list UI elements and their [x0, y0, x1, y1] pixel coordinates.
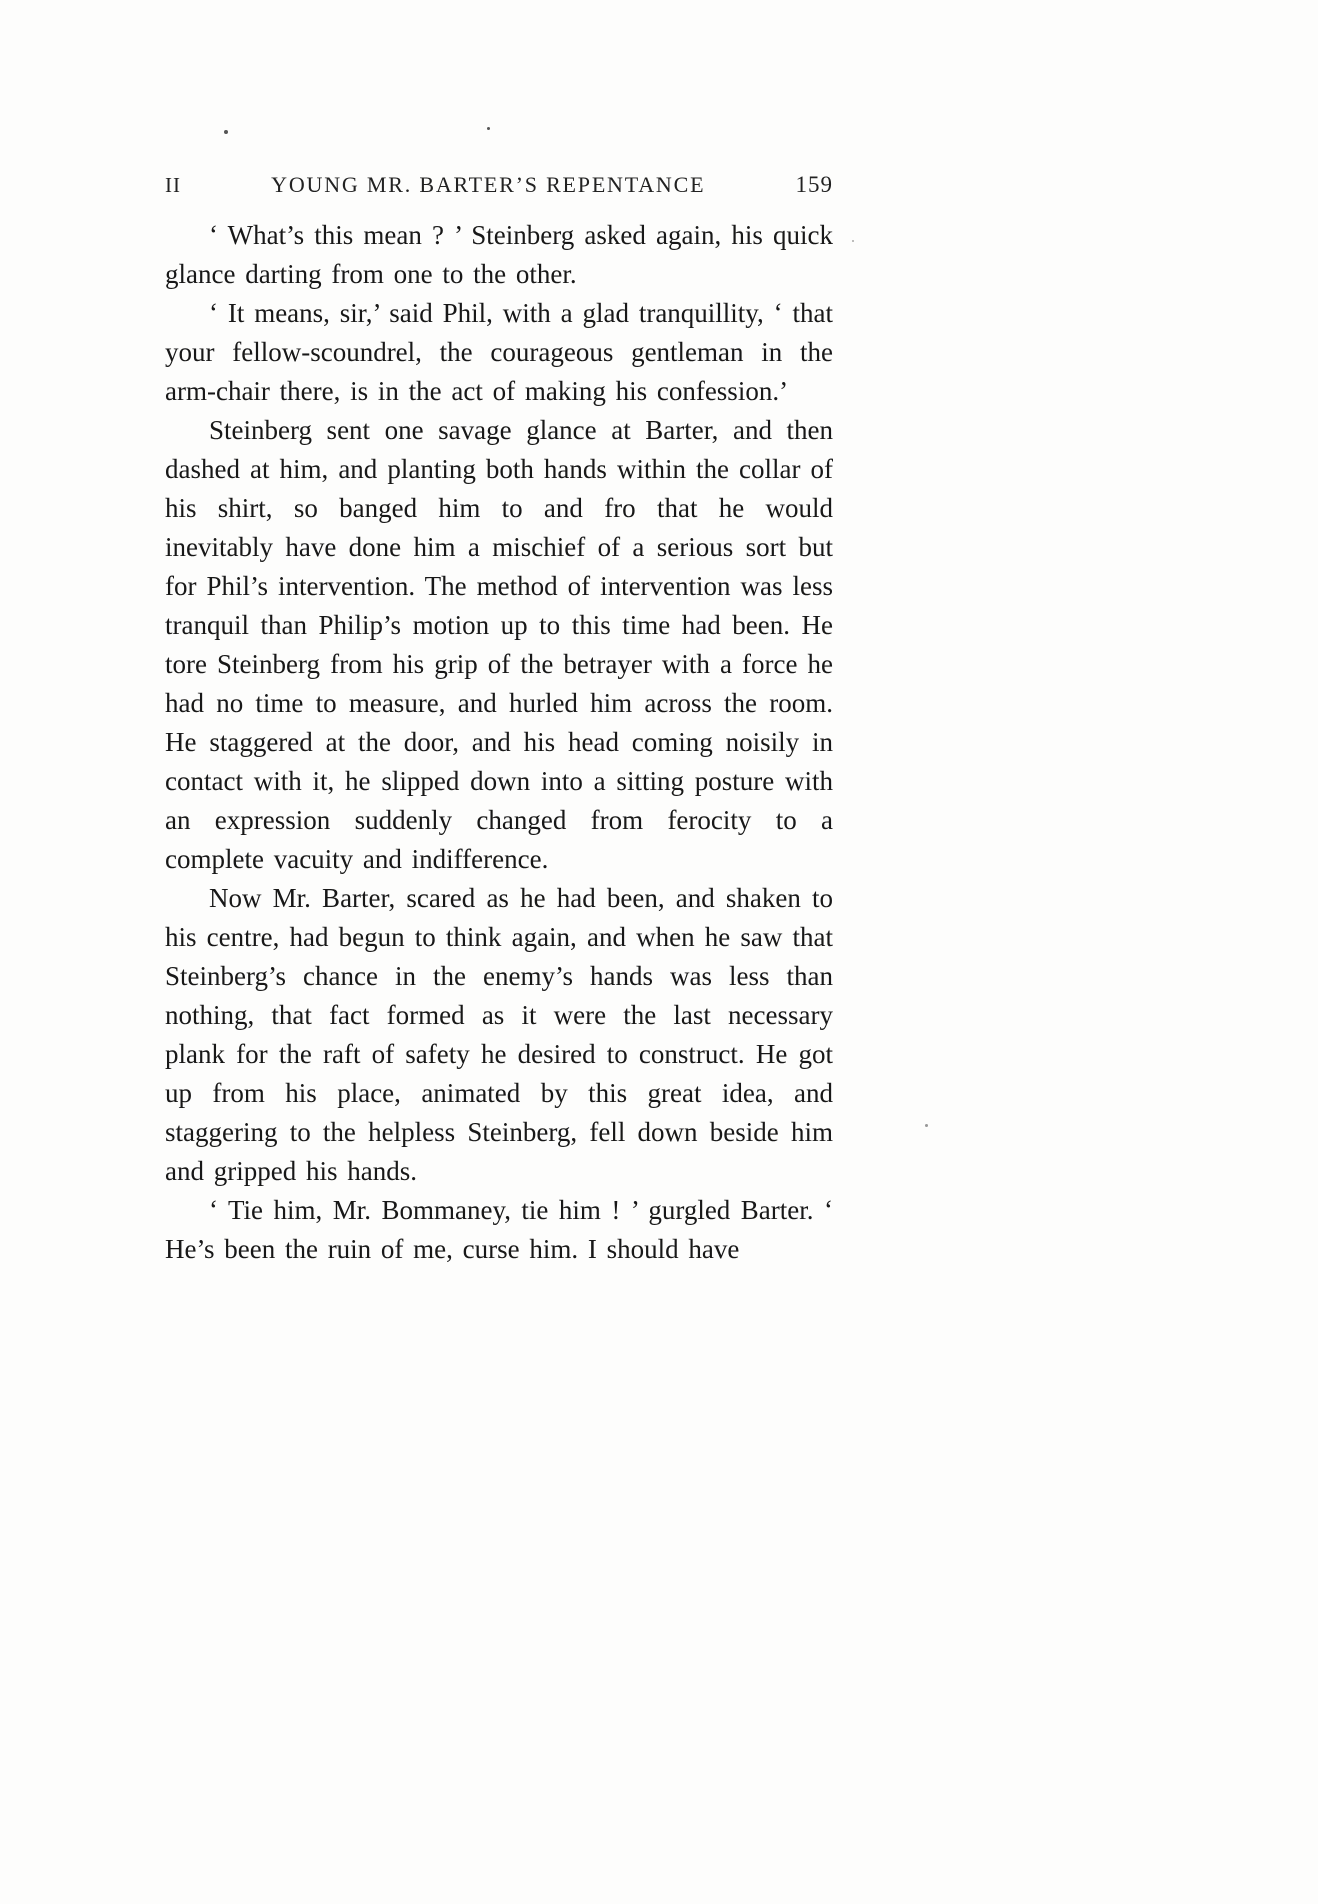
- paragraph: ‘ What’s this mean ? ’ Steinberg asked again, his quick glance darting from one to the other.: [165, 220, 833, 289]
- scan-speck: [224, 130, 228, 134]
- scan-speck: [487, 127, 490, 130]
- text-block: [165, 172, 833, 1269]
- scan-speck: [852, 240, 854, 242]
- page-body: [165, 216, 833, 1269]
- page-number: 159: [795, 172, 833, 197]
- running-header: [165, 172, 833, 198]
- paragraph: ‘ Tie him, Mr. Bommaney, tie him ! ’ gurgled Barter. ‘ He’s been the ruin of me, curse him. I should have: [165, 1195, 833, 1264]
- running-title: YOUNG MR. BARTER’S REPENTANCE: [271, 172, 706, 197]
- scan-speck: [925, 1124, 928, 1127]
- chapter-number: II: [165, 173, 181, 197]
- paragraph: ‘ It means, sir,’ said Phil, with a glad tranquillity, ‘ that your fellow-scoundrel, the courageous gentleman in the arm-chair there, is in the act of making his confession.’: [165, 298, 833, 406]
- paragraph: Now Mr. Barter, scared as he had been, and shaken to his centre, had begun to think again, and when he saw that Steinberg’s chance in the enemy’s hands was less than nothing, that fact formed as it were the last necessary plank for the raft of safety he desired to construct. He got up from his place, animated by this great idea, and staggering to the helpless Steinberg, fell down beside him and gripped his hands.: [165, 883, 833, 1186]
- paragraph: Steinberg sent one savage glance at Barter, and then dashed at him, and planting both hands within the collar of his shirt, so banged him to and fro that he would inevitably have done him a mischief of a serious sort but for Phil’s intervention. The method of intervention was less tranquil than Philip’s motion up to this time had been. He tore Steinberg from his grip of the betrayer with a force he had no time to measure, and hurled him across the room. He staggered at the door, and his head coming noisily in contact with it, he slipped down into a sitting posture with an expression suddenly changed from ferocity to a complete vacuity and indifference.: [165, 415, 833, 874]
